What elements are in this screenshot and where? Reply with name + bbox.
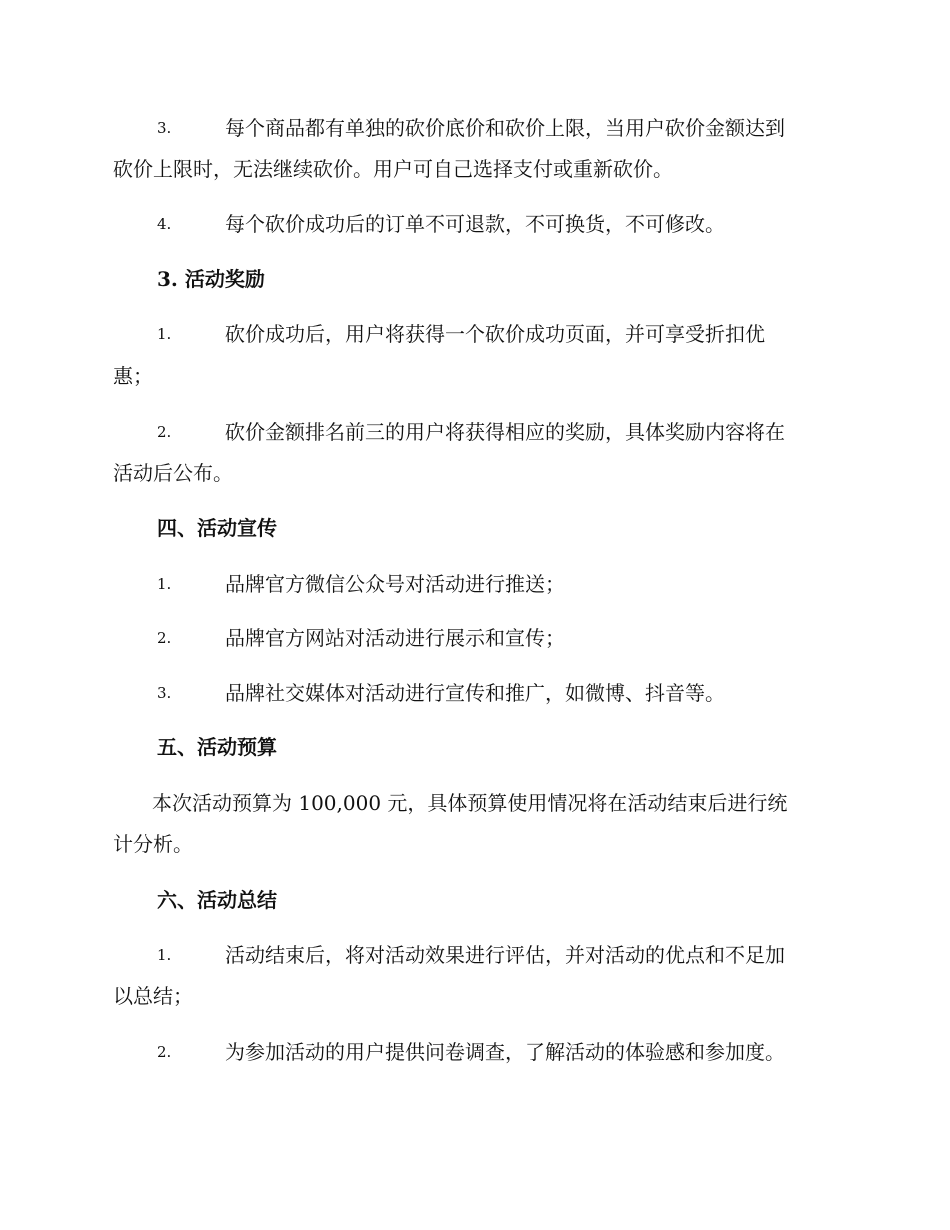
section-heading-summary: 六、活动总结: [157, 888, 277, 912]
list-item-text: 品牌官方微信公众号对活动进行推送；: [225, 572, 565, 596]
list-number: 2.: [157, 629, 172, 647]
list-number: 4.: [157, 215, 172, 233]
list-item-text: 每个商品都有单独的砍价底价和砍价上限，当用户砍价金额达到: [225, 116, 785, 140]
list-number: 3.: [157, 119, 172, 137]
list-item-text: 品牌社交媒体对活动进行宣传和推广，如微博、抖音等。: [225, 681, 725, 705]
list-item-continuation: 惠；: [113, 364, 153, 388]
list-item-text: 每个砍价成功后的订单不可退款，不可换货，不可修改。: [225, 212, 725, 236]
list-item-text: 为参加活动的用户提供问卷调查，了解活动的体验感和参加度。: [225, 1040, 785, 1064]
list-item-text: 砍价成功后，用户将获得一个砍价成功页面，并可享受折扣优: [225, 322, 765, 346]
list-number: 2.: [157, 1043, 172, 1061]
list-item-continuation: 砍价上限时，无法继续砍价。用户可自己选择支付或重新砍价。: [113, 157, 673, 181]
list-item-continuation: 活动后公布。: [113, 461, 233, 485]
budget-paragraph-continuation: 计分析。: [113, 832, 193, 856]
list-number: 3.: [157, 684, 172, 702]
section-heading-budget: 五、活动预算: [157, 735, 277, 759]
list-item-text: 品牌官方网站对活动进行展示和宣传；: [225, 626, 565, 650]
section-heading-rewards: 3. 活动奖励: [157, 267, 265, 291]
list-number: 1.: [157, 575, 172, 593]
list-number: 1.: [157, 946, 172, 964]
list-number: 1.: [157, 325, 172, 343]
budget-paragraph: 本次活动预算为 100,000 元，具体预算使用情况将在活动结束后进行统: [152, 791, 788, 815]
list-item-continuation: 以总结；: [113, 984, 193, 1008]
section-heading-promotion: 四、活动宣传: [157, 516, 277, 540]
list-item-text: 砍价金额排名前三的用户将获得相应的奖励，具体奖励内容将在: [225, 420, 785, 444]
list-number: 2.: [157, 423, 172, 441]
list-item-text: 活动结束后，将对活动效果进行评估，并对活动的优点和不足加: [225, 943, 785, 967]
